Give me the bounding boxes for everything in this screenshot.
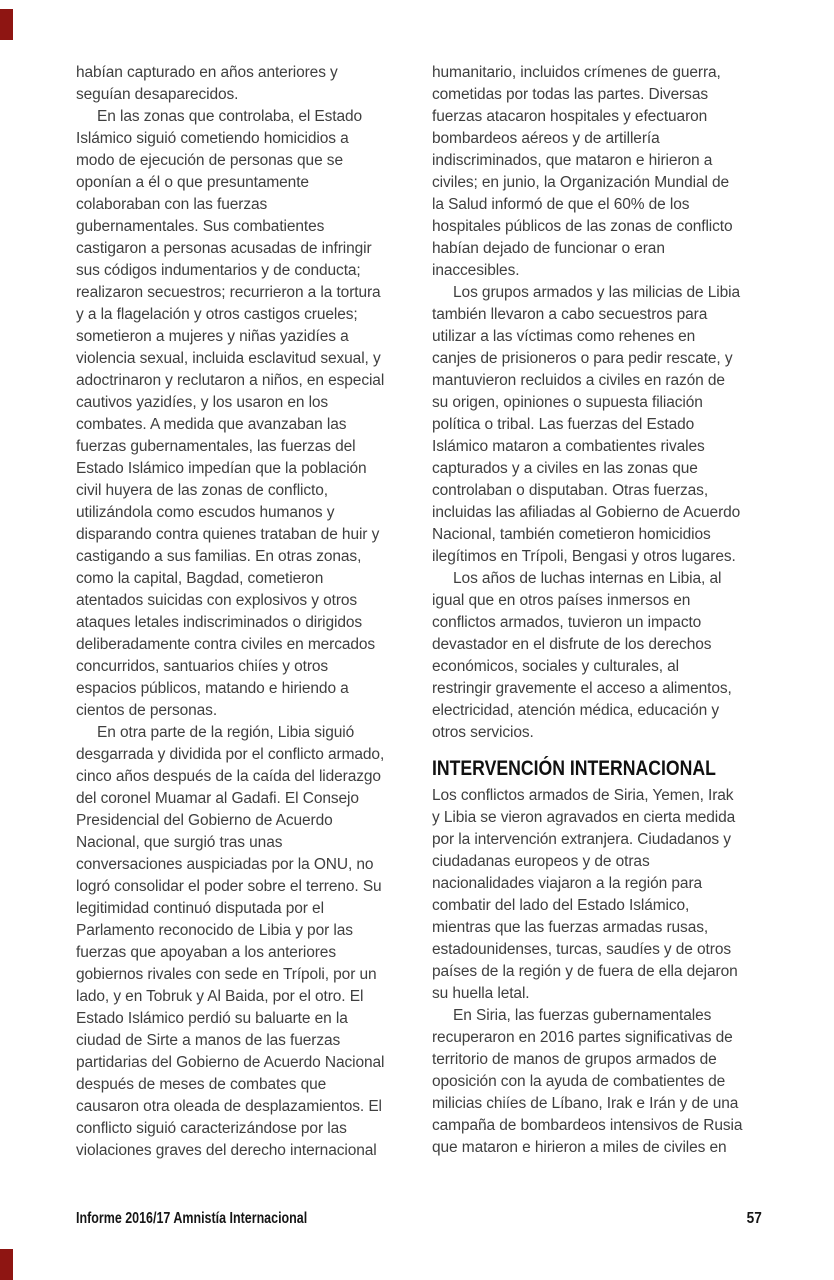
text-line: logró consolidar el poder sobre el terreno. Su: [76, 878, 382, 895]
left-column-text: [76, 62, 416, 1162]
text-line: bombardeos aéreos y de artillería: [432, 130, 660, 147]
text-line: cautivos yazidíes, y los usaron en los: [76, 394, 329, 411]
text-line: territorio de manos de grupos armados de: [432, 1051, 717, 1068]
text-line: gobiernos rivales con sede en Trípoli, por un: [76, 966, 377, 983]
right-column-text-block-2: [432, 785, 772, 1159]
text-line: canjes de prisioneros o para pedir rescate, y: [432, 350, 733, 367]
text-line: hospitales públicos de las zonas de conflicto: [432, 218, 733, 235]
text-line: sus códigos indumentarios y de conducta;: [76, 262, 361, 279]
text-line: disparando contra quienes trataban de huir y: [76, 526, 380, 543]
text-line: también llevaron a cabo secuestros para: [432, 306, 708, 323]
text-line: castigando a sus familias. En otras zonas,: [76, 548, 362, 565]
text-line: realizaron secuestros; recurrieron a la tortura: [76, 284, 381, 301]
text-line: humanitario, incluidos crímenes de guerra,: [432, 64, 721, 81]
text-line: milicias chiíes de Líbano, Irak e Irán y de una: [432, 1095, 739, 1112]
text-line: otros servicios.: [432, 724, 534, 741]
text-line: Islámico mataron a combatientes rivales: [432, 438, 705, 455]
text-line: Nacional, también cometieron homicidios: [432, 526, 711, 543]
text-line: civil huyera de las zonas de conflicto,: [76, 482, 328, 499]
text-line: ataques letales indiscriminados o dirigidos: [76, 614, 363, 631]
text-line: estadounidenses, turcas, saudíes y de otros: [432, 941, 731, 958]
text-line: incluidas las afiliadas al Gobierno de Acuerdo: [432, 504, 741, 521]
text-line: castigaron a personas acusadas de infringir: [76, 240, 372, 257]
text-line: Nacional, que surgió tras unas: [76, 834, 283, 851]
page-footer: [76, 1210, 762, 1230]
footer-report-title: Informe 2016/17 Amnistía Internacional: [76, 1210, 308, 1227]
text-line: desgarrada y dividida por el conflicto armado,: [76, 746, 385, 763]
text-line: inaccesibles.: [432, 262, 520, 279]
text-line: cometidas por todas las partes. Diversas: [432, 86, 708, 103]
text-line: colaboraban con las fuerzas: [76, 196, 268, 213]
text-line: y Libia se vieron agravados en cierta medida: [432, 809, 736, 826]
text-line: utilizándola como escudos humanos y: [76, 504, 335, 521]
text-line: habían dejado de funcionar o eran: [432, 240, 665, 257]
text-line: conversaciones auspiciadas por la ONU, no: [76, 856, 374, 873]
text-line: campaña de bombardeos intensivos de Rusia: [432, 1117, 743, 1134]
text-line: fuerzas gubernamentales, las fuerzas del: [76, 438, 356, 455]
right-column-text-block-1: [432, 62, 772, 744]
text-line: restringir gravemente el acceso a alimentos,: [432, 680, 732, 697]
text-line: indiscriminados, que mataron e hirieron a: [432, 152, 713, 169]
text-line: igual que en otros países inmersos en: [432, 592, 691, 609]
text-line: civiles; en junio, la Organización Mundial de: [432, 174, 730, 191]
text-line: partidarias del Gobierno de Acuerdo Nacional: [76, 1054, 385, 1071]
text-line: conflicto siguió caracterizándose por las: [76, 1120, 347, 1137]
text-line: conflictos armados, tuvieron un impacto: [432, 614, 702, 631]
text-line: fuerzas que apoyaban a los anteriores: [76, 944, 336, 961]
section-heading: INTERVENCIÓN INTERNACIONAL: [432, 757, 716, 780]
text-line: En las zonas que controlaba, el Estado: [76, 108, 363, 125]
text-line: gubernamentales. Sus combatientes: [76, 218, 325, 235]
text-line: lado, y en Tobruk y Al Baida, por el otro. El: [76, 988, 364, 1005]
text-line: Parlamento reconocido de Libia y por las: [76, 922, 353, 939]
text-line: causaron otra oleada de desplazamientos. El: [76, 1098, 382, 1115]
text-line: combatir del lado del Estado Islámico,: [432, 897, 690, 914]
text-line: legitimidad continuó disputada por el: [76, 900, 324, 917]
text-line: controlaban o disputaban. Otras fuerzas,: [432, 482, 709, 499]
text-line: modo de ejecución de personas que se: [76, 152, 343, 169]
text-line: después de meses de combates que: [76, 1076, 327, 1093]
text-line: la Salud informó de que el 60% de los: [432, 196, 690, 213]
text-line: económicos, sociales y culturales, al: [432, 658, 679, 675]
text-line: violencia sexual, incluida esclavitud sexual, y: [76, 350, 381, 367]
text-line: habían capturado en años anteriores y: [76, 64, 338, 81]
text-line: ciudadanas europeos y de otras: [432, 853, 650, 870]
text-line: seguían desaparecidos.: [76, 86, 239, 103]
text-line: política o tribal. Las fuerzas del Estado: [432, 416, 695, 433]
text-line: como la capital, Bagdad, cometieron: [76, 570, 324, 587]
text-line: que mataron e hirieron a miles de civiles en: [432, 1139, 727, 1156]
section-edge-tab-bottom: [0, 1249, 13, 1280]
text-line: concurridos, santuarios chiíes y otros: [76, 658, 329, 675]
text-line: capturados y a civiles en las zonas que: [432, 460, 698, 477]
text-line: su origen, opiniones o supuesta filiación: [432, 394, 703, 411]
text-line: combates. A medida que avanzaban las: [76, 416, 347, 433]
text-line: ciudad de Sirte a manos de las fuerzas: [76, 1032, 341, 1049]
text-line: Los conflictos armados de Siria, Yemen, Irak: [432, 787, 734, 804]
text-line: atentados suicidas con explosivos y otros: [76, 592, 358, 609]
text-line: mantuvieron recluidos a civiles en razón de: [432, 372, 725, 389]
text-line: cientos de personas.: [76, 702, 218, 719]
text-line: países de la región y de fuera de ella dejaron: [432, 963, 738, 980]
text-line: ilegítimos en Trípoli, Bengasi y otros lugares.: [432, 548, 736, 565]
text-line: violaciones graves del derecho internacional: [76, 1142, 377, 1159]
text-line: electricidad, atención médica, educación y: [432, 702, 720, 719]
text-line: En Siria, las fuerzas gubernamentales: [432, 1007, 712, 1024]
text-line: sometieron a mujeres y niñas yazidíes a: [76, 328, 349, 345]
text-line: y a la flagelación y otros castigos crueles;: [76, 306, 358, 323]
section-edge-tab-top: [0, 9, 13, 40]
text-line: En otra parte de la región, Libia siguió: [76, 724, 355, 741]
text-line: Los grupos armados y las milicias de Libia: [432, 284, 741, 301]
text-line: oponían a él o que presuntamente: [76, 174, 309, 191]
text-line: cinco años después de la caída del liderazgo: [76, 768, 381, 785]
footer-page-number: 57: [746, 1210, 762, 1227]
text-line: oposición con la ayuda de combatientes de: [432, 1073, 726, 1090]
text-line: nacionalidades viajaron a la región para: [432, 875, 703, 892]
text-line: deliberadamente contra civiles en mercados: [76, 636, 376, 653]
text-line: Estado Islámico impedían que la población: [76, 460, 367, 477]
text-line: del coronel Muamar al Gadafi. El Consejo: [76, 790, 359, 807]
text-line: Los años de luchas internas en Libia, al: [432, 570, 722, 587]
text-line: recuperaron en 2016 partes significativas de: [432, 1029, 733, 1046]
left-column: [76, 62, 416, 1162]
text-line: por la intervención extranjera. Ciudadanos y: [432, 831, 731, 848]
text-line: mientras que las fuerzas armadas rusas,: [432, 919, 709, 936]
right-column: [432, 62, 772, 1159]
text-line: Estado Islámico perdió su baluarte en la: [76, 1010, 348, 1027]
text-line: Presidencial del Gobierno de Acuerdo: [76, 812, 333, 829]
text-line: utilizar a las víctimas como rehenes en: [432, 328, 696, 345]
text-line: devastador en el disfrute de los derechos: [432, 636, 712, 653]
text-line: fuerzas atacaron hospitales y efectuaron: [432, 108, 708, 125]
text-line: su huella letal.: [432, 985, 530, 1002]
text-line: espacios públicos, matando e hiriendo a: [76, 680, 349, 697]
text-line: adoctrinaron y reclutaron a niños, en especial: [76, 372, 385, 389]
text-line: Islámico siguió cometiendo homicidios a: [76, 130, 349, 147]
